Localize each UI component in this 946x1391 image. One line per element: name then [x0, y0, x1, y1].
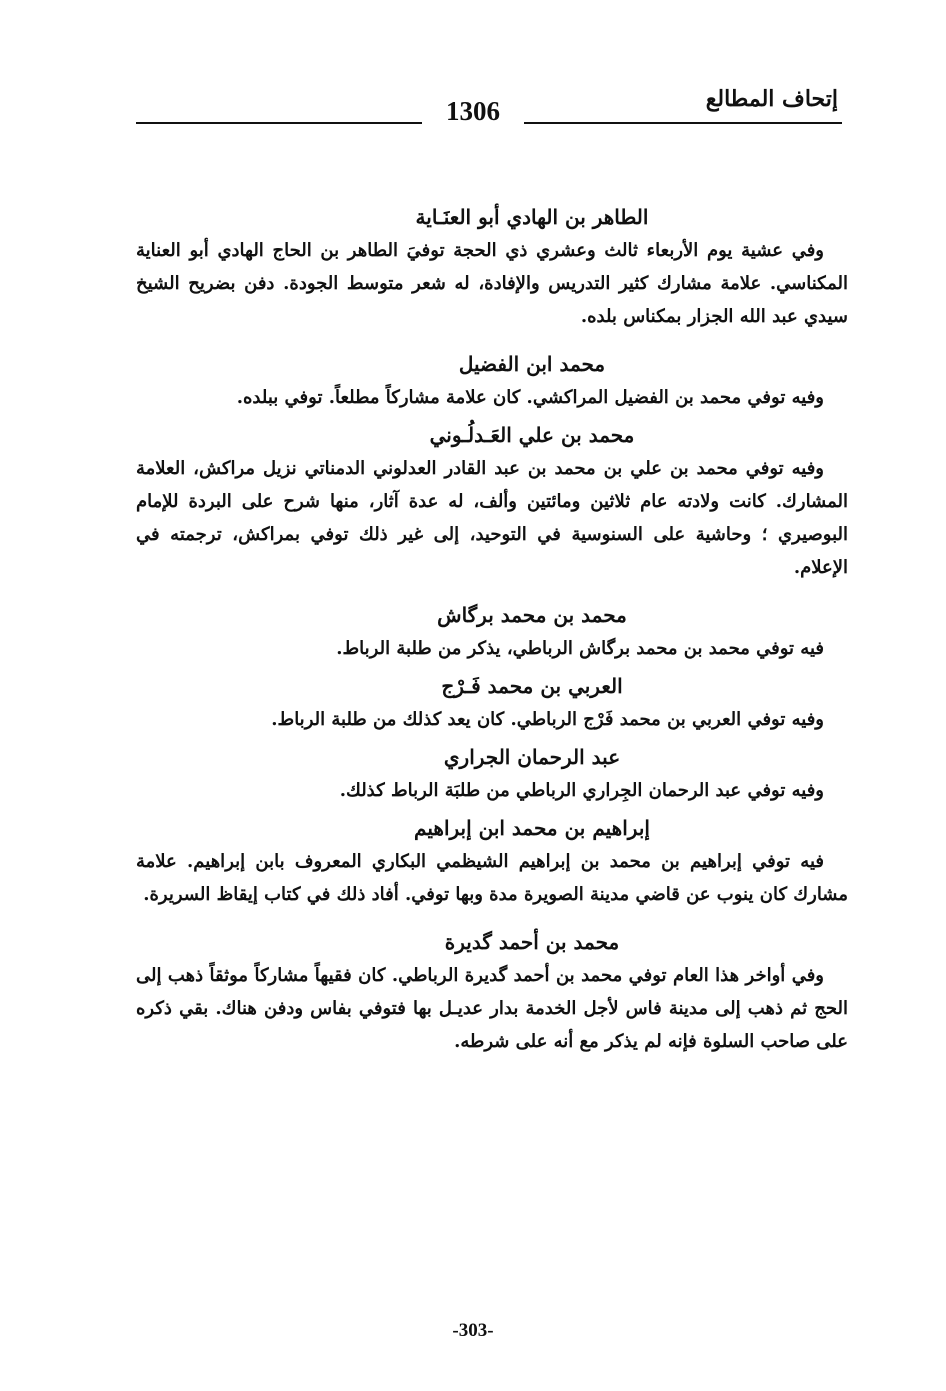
- entry-body: وفيه توفي عبد الرحمان الجِراري الرباطي من طلبَة الرباط كذلك.: [339, 780, 824, 801]
- page-content: [136, 200, 848, 1072]
- entry-title: محمد بن علي العَـدلُـوني: [429, 423, 635, 447]
- entry-title: عبد الرحمان الجراري: [443, 745, 621, 769]
- entry: [136, 811, 848, 911]
- entry-title: محمد بن محمد برگاش: [437, 603, 627, 627]
- entry-body: وفي عشية يوم الأربعاء ثالث وعشري ذي الحجة توفيَ الطاهر بن الحاج الهادي أبو العناية المكناسي. علامة مشارك كثير التدريس والإفادة، له شعر متوسط الجودة. دفن بضريح الشيخ سيدي عبد الله الجزار بمكناس بلده.: [136, 240, 848, 327]
- entry-body: وفيه توفي العربي بن محمد فَرْج الرباطي. كان يعد كذلك من طلبة الرباط.: [271, 709, 824, 730]
- entry: [136, 925, 848, 1058]
- entry-body: وفيه توفي محمد بن الفضيل المراكشي. كان علامة مشاركاً مطلعاً. توفي ببلده.: [236, 387, 824, 408]
- book-title: إتحاف المطالع: [705, 86, 838, 112]
- entry: [136, 669, 848, 736]
- entry-title: محمد بن أحمد گديرة: [444, 930, 620, 954]
- entry-body: وفيه توفي محمد بن علي بن محمد بن عبد القادر العدلوني الدمناتي نزيل مراكش، العلامة المشارك. كانت ولادته عام ثلاثين ومائتين وألف، له عدة آثار، منها شرح على البردة للإمام البوصيري ؛ وحاشية على السنوسية في التوحيد، إلى غير ذلك توفي بمراكش، ترجمته في الإعلام.: [136, 458, 848, 578]
- header-rule-left: [136, 122, 422, 124]
- entry-title: إبراهيم بن محمد ابن إبراهيم: [414, 816, 650, 840]
- entry: [136, 740, 848, 807]
- entry: [136, 347, 848, 414]
- entry: [136, 598, 848, 665]
- entry: [136, 200, 848, 333]
- page-number: -303-: [452, 1320, 494, 1341]
- entry-title: العربي بن محمد فَـرْج: [441, 674, 623, 698]
- entry-body: وفي أواخر هذا العام توفي محمد بن أحمد گديرة الرباطي. كان فقيهاً مشاركاً موثقاً ذهب إلى الحج ثم ذهب إلى مدينة فاس لأجل الخدمة بدار عديـل بها فتوفي بفاس ودفن هناك. بقي ذكره على صاحب السلوة فإنه لم يذكر مع أنه على شرطه.: [136, 965, 848, 1052]
- entry-body: فيه توفي محمد بن محمد برگاش الرباطي، يذكر من طلبة الرباط.: [336, 638, 824, 659]
- entry-title: محمد ابن الفضيل: [458, 352, 606, 376]
- hijri-year: 1306: [446, 96, 500, 126]
- entry-body: فيه توفي إبراهيم بن محمد بن إبراهيم الشيظمي البكاري المعروف بابن إبراهيم. علامة مشارك كان ينوب عن قاضي مدينة الصويرة مدة وبها توفي. أفاد ذلك في كتاب إيقاظ السريرة.: [136, 851, 848, 905]
- header-rule-right: [524, 122, 842, 124]
- entry-title: الطاهر بن الهادي أبو العنَـاية: [415, 205, 649, 229]
- entry: [136, 418, 848, 584]
